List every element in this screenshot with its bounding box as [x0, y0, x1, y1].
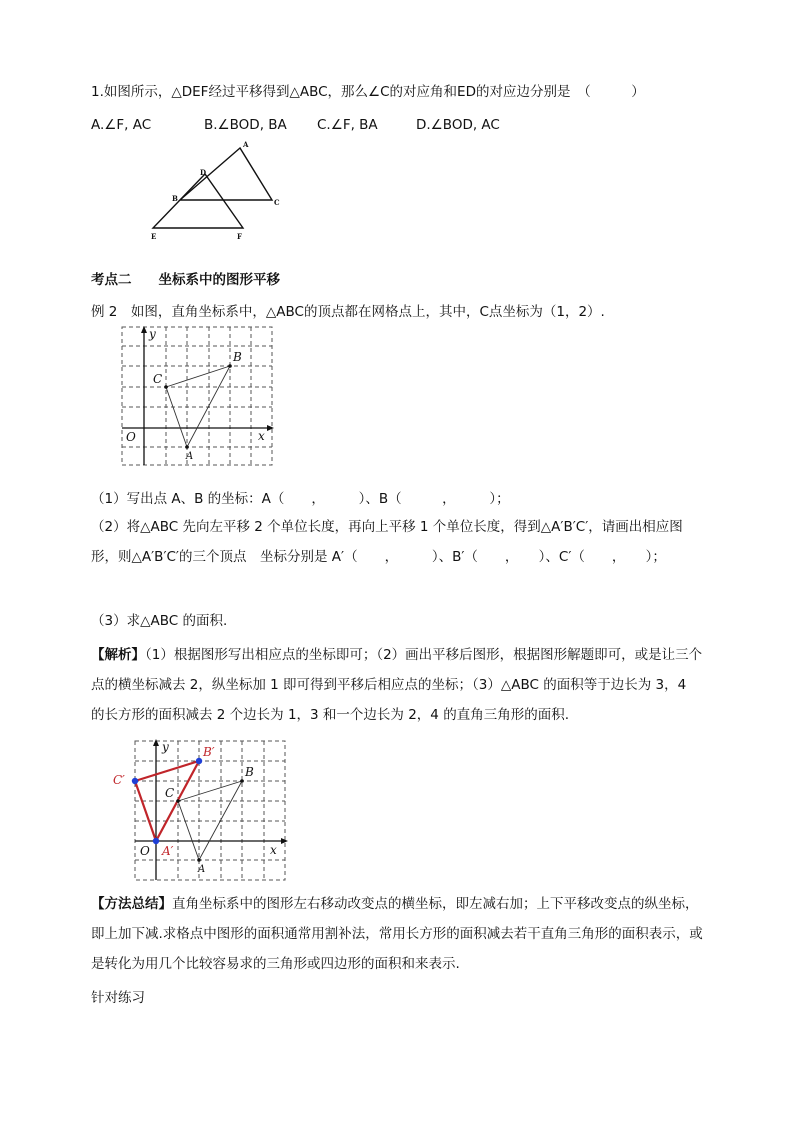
practice-title: 针对练习 — [91, 990, 145, 1006]
point-b — [240, 779, 244, 783]
option-b: B.∠BOD, BA — [204, 117, 287, 133]
label-f: F — [237, 232, 242, 241]
point-c-prime — [132, 778, 138, 784]
q1-stem: 1.如图所示，△DEF经过平移得到△ABC，那么∠C的对应角和ED的对应边分别是 （ ） — [91, 84, 645, 100]
option-d: D.∠BOD, AC — [416, 117, 500, 133]
point-c — [164, 385, 168, 389]
q1-triangle-figure — [145, 140, 285, 246]
translated-grid-figure — [110, 738, 290, 883]
x-axis-label: x — [270, 843, 277, 857]
label-b: B — [245, 765, 254, 779]
label-a: A — [186, 451, 194, 462]
label-c: C — [274, 198, 280, 207]
label-e: E — [151, 232, 157, 241]
origin-label: O — [126, 430, 136, 444]
example2-stem: 例 2 如图，直角坐标系中，△ABC的顶点都在网格点上，其中，C点坐标为（1，2）. — [91, 304, 605, 320]
option-a: A.∠F, AC — [91, 117, 152, 133]
sub-question-3: （3）求△ABC 的面积. — [91, 613, 228, 629]
label-c: C — [153, 372, 163, 386]
method-summary-paragraph — [91, 889, 703, 979]
origin-label: O — [140, 844, 150, 858]
point-a-prime — [153, 838, 159, 844]
label-a: A — [243, 140, 249, 149]
method-label: 【方法总结】 — [91, 896, 172, 912]
label-b: B — [172, 194, 178, 203]
label-c-prime: C′ — [113, 773, 125, 787]
sub-question-1: （1）写出点 A、B 的坐标：A（ ， ）、B（ ， ）； — [91, 491, 510, 507]
point-c — [176, 799, 180, 803]
analysis-label: 【解析】 — [91, 647, 145, 663]
point-a — [185, 445, 189, 449]
point-a — [197, 858, 201, 862]
method-text: 直角坐标系中的图形左右移动改变点的横坐标，即左减右加；上下平移改变点的纵坐标，即上加下减.求格点中图形的面积通常用割补法，常用长方形的面积减去若干直角三角形的面积表示，或是转化为用几个比较容易求的三角形或四边形的面积和来表示. — [91, 896, 703, 972]
x-axis-label: x — [258, 429, 265, 443]
section-title: 考点二 坐标系中的图形平移 — [91, 272, 280, 288]
triangle-abc — [180, 148, 272, 200]
y-axis-label: y — [149, 327, 156, 341]
analysis-text: （1）根据图形写出相应点的坐标即可；（2）画出平移后图形，根据图形解题即可，或是让三个点的横坐标减去 2，纵坐标加 1 即可得到平移后相应点的坐标；（3）△ABC 的面积等于边长为 3，4 的长方形的面积减去 2 个边长为 1，3 和一个边长为 2，4 的直角三角形的面积. — [91, 647, 703, 723]
point-b — [228, 364, 232, 368]
triangle-def — [153, 174, 243, 228]
label-b: B — [233, 350, 242, 364]
label-d: D — [200, 168, 207, 177]
label-b-prime: B′ — [203, 745, 215, 759]
label-a-prime: A′ — [162, 844, 174, 858]
q1-options — [91, 115, 500, 135]
label-a: A — [198, 864, 206, 875]
coordinate-grid-figure — [120, 325, 276, 469]
point-b-prime — [196, 758, 202, 764]
label-c: C — [165, 786, 175, 800]
analysis-paragraph — [91, 640, 703, 730]
option-c: C.∠F, BA — [317, 117, 378, 133]
sub-question-2: （2）将△ABC 先向左平移 2 个单位长度，再向上平移 1 个单位长度，得到△A′B′C′，请画出相应图形，则△A′B′C′的三个顶点 坐标分别是 A′（ ， ）、B′（ ， ）、C′（ ， ）； — [91, 519, 683, 565]
y-axis-label: y — [162, 740, 169, 754]
